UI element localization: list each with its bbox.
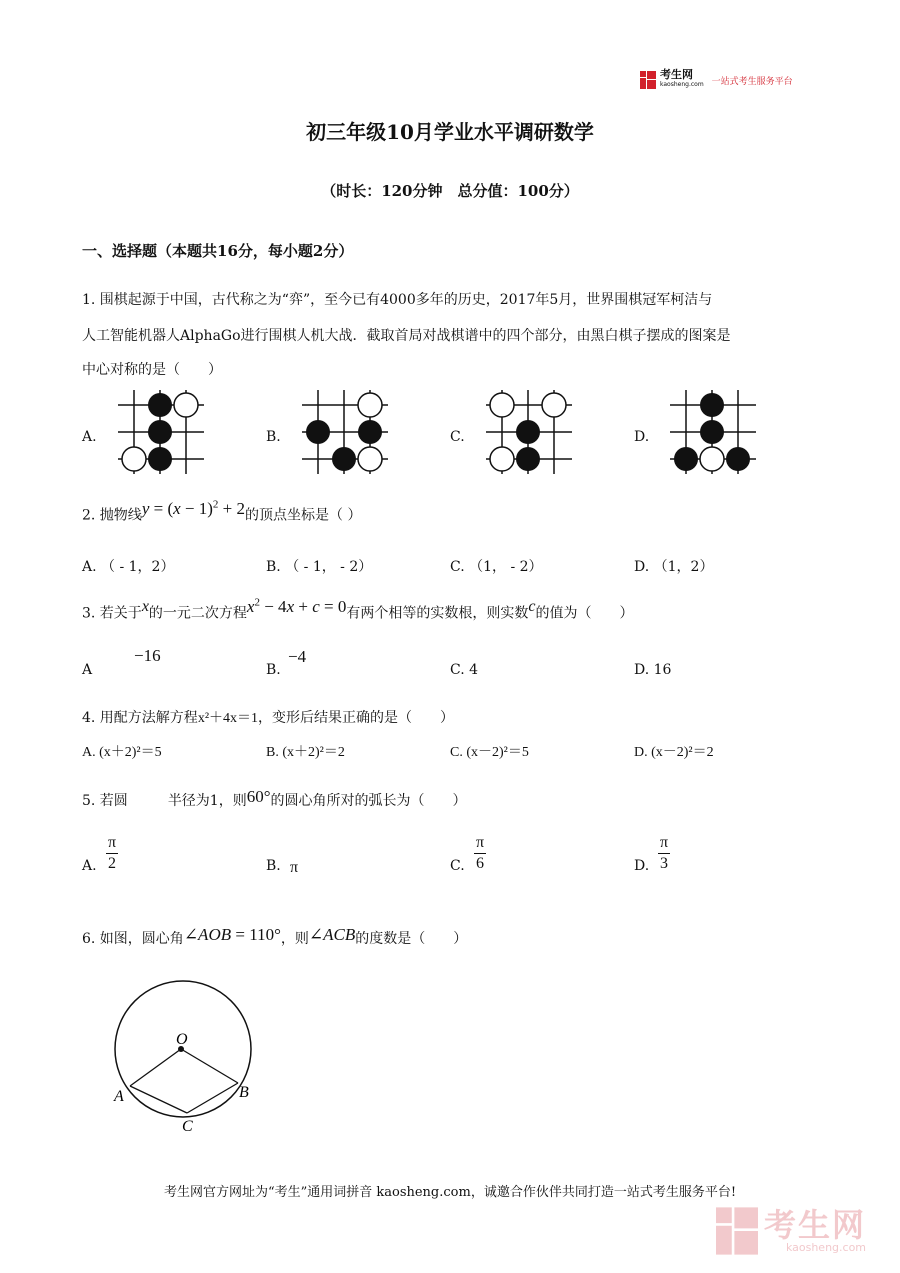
go-stone-white — [490, 393, 514, 417]
label-o: O — [176, 1031, 188, 1048]
q3-option-c: C. 4 — [450, 662, 479, 678]
q1-line3: 中心对称的是（ ） — [82, 362, 222, 378]
q1-option-d-label: D. — [634, 429, 650, 445]
go-stone-black — [306, 420, 330, 444]
go-stone-white — [122, 447, 146, 471]
label-a: A — [114, 1088, 124, 1105]
page-title: 初三年级10月学业水平调研数学 — [306, 120, 594, 144]
watermark-text: 考生网 — [764, 1206, 867, 1244]
q1-line1: 1. 围棋起源于中国，古代称之为“弈”，至今已有4000多年的历史，2017年5月，世界围棋冠军柯洁与 — [82, 292, 713, 308]
q2-stem: 2. 抛物线$y = (x - 1)^2 + 2$的顶点坐标是（ ） — [82, 498, 362, 524]
q3-option-a-label: A — [82, 662, 93, 678]
q4-option-d: D. (x－2)²＝2 — [634, 745, 714, 760]
go-stone-white — [700, 447, 724, 471]
q2-option-b: B. （ - 1， - 2） — [266, 559, 373, 575]
go-board-a — [112, 386, 212, 476]
watermark — [716, 1206, 866, 1256]
q1-line2: 人工智能机器人AlphaGo进行围棋人机大战．截取首局对战棋谱中的四个部分，由黑白棋子摆成的图案是 — [82, 328, 731, 344]
q5-option-c-fraction: $\frac{\pi}{6}$ — [475, 834, 485, 872]
q4-option-b: B. (x＋2)²＝2 — [266, 745, 345, 760]
q2-option-c: C. （1， - 2） — [450, 559, 543, 575]
page-footer: 考生网官方网址为“考生”通用词拼音 kaosheng.com，诚邀合作伙伴共同打造一站式考生服务平台! — [163, 1185, 737, 1200]
page-subtitle: （时长：120分钟 总分值：100分） — [321, 182, 579, 200]
watermark-logo-icon — [716, 1206, 758, 1256]
q4-option-a: A. (x＋2)²＝5 — [82, 745, 162, 760]
q3-option-a-value: −16 — [134, 646, 161, 665]
go-stone-black — [516, 420, 540, 444]
go-stone-white — [358, 393, 382, 417]
q3-option-d: D. 16 — [634, 662, 672, 678]
q5-stem: 5. 若圆 半径为1，则60°的圆心角所对的弧长为（ ） — [82, 787, 467, 809]
q5-option-a-fraction: $\frac{\pi}{2}$ — [107, 834, 117, 872]
q6-stem: 6. 如图，圆心角∠AOB = 110°，则∠ACB的度数是（ ） — [82, 925, 468, 947]
go-board-b — [296, 386, 396, 476]
q1-option-b-label: B. — [266, 429, 281, 445]
header-slogan: 一站式考生服务平台 — [711, 76, 793, 87]
go-stone-black — [358, 420, 382, 444]
q5-option-d-fraction: $\frac{\pi}{3}$ — [659, 834, 669, 872]
q2-option-d: D. （1，2） — [634, 559, 714, 575]
go-board-c — [480, 386, 580, 476]
watermark-sub: kaosheng.com — [785, 1241, 867, 1254]
q5-option-c-label: C. — [450, 858, 465, 874]
q5-option-b-value: π — [290, 859, 299, 876]
segment-ob — [181, 1049, 238, 1083]
q2-option-a: A. （ - 1，2） — [82, 559, 175, 575]
go-stone-black — [700, 420, 724, 444]
logo-text: 考生网 — [660, 68, 693, 81]
q5-option-d-label: D. — [634, 858, 650, 874]
go-stone-black — [674, 447, 698, 471]
q4-stem: 4. 用配方法解方程x²＋4x＝1，变形后结果正确的是（ ） — [82, 710, 455, 726]
go-board-d — [664, 386, 764, 476]
go-stone-white — [358, 447, 382, 471]
kaosheng-logo-icon — [640, 71, 656, 89]
logo-sub: kaosheng.com — [660, 81, 704, 88]
q1-option-a-label: A. — [82, 429, 97, 445]
go-stone-black — [700, 393, 724, 417]
q4-option-c: C. (x－2)²＝5 — [450, 745, 529, 760]
label-c: C — [182, 1118, 193, 1135]
go-stone-white — [542, 393, 566, 417]
go-stone-black — [148, 393, 172, 417]
q3-option-b-label: B. — [266, 662, 281, 678]
segment-oa — [130, 1049, 181, 1086]
go-stone-black — [516, 447, 540, 471]
go-stone-black — [148, 447, 172, 471]
header-logo — [640, 70, 793, 90]
q3-option-b-value: −4 — [288, 647, 307, 666]
q6-circle-diagram — [105, 970, 270, 1140]
go-stone-black — [332, 447, 356, 471]
go-stone-black — [148, 420, 172, 444]
q5-option-b-label: B. — [266, 858, 281, 874]
go-stone-black — [726, 447, 750, 471]
q3-stem: 3. 若关于x的一元二次方程$x^2 - 4x + c = 0$有两个相等的实数根，则实数c的值为（ ） — [82, 596, 634, 622]
q1-option-c-label: C. — [450, 429, 465, 445]
q5-option-a-label: A. — [82, 858, 97, 874]
label-b: B — [239, 1084, 249, 1101]
go-stone-white — [174, 393, 198, 417]
go-stone-white — [490, 447, 514, 471]
section-heading-choice: 一、选择题（本题共16分，每小题2分） — [82, 242, 354, 260]
